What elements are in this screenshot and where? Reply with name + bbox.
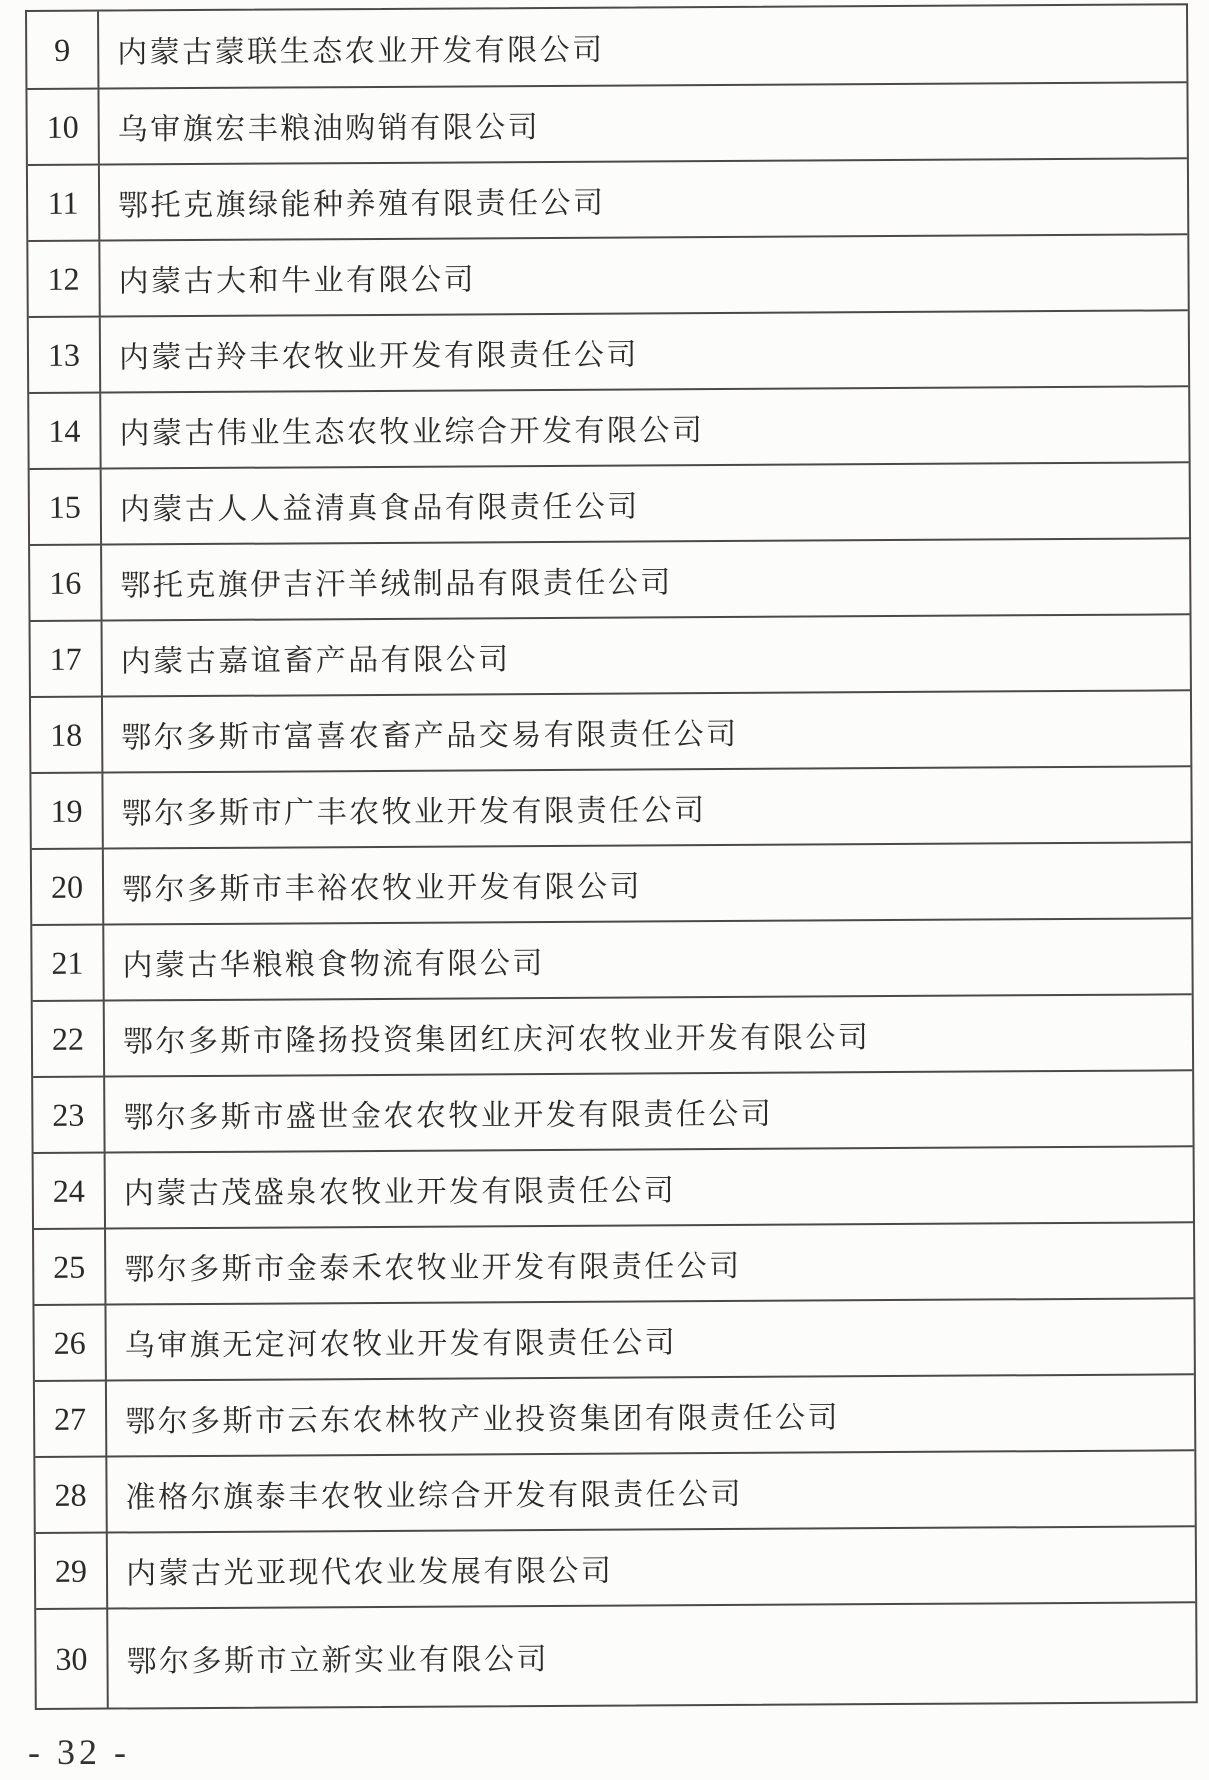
company-name-cell: 鄂尔多斯市富喜农畜产品交易有限责任公司 xyxy=(121,717,739,755)
row-number-cell: 27 xyxy=(35,1382,107,1456)
row-number-cell: 20 xyxy=(32,850,104,924)
company-name-cell: 内蒙古大和牛业有限公司 xyxy=(118,263,477,299)
table-row xyxy=(31,689,1190,772)
table-row xyxy=(28,233,1187,316)
company-name-cell: 内蒙古伟业生态农牧业综合开发有限公司 xyxy=(119,414,705,451)
row-number-cell: 24 xyxy=(34,1154,106,1228)
company-name-cell: 鄂尔多斯市丰裕农牧业开发有限公司 xyxy=(121,870,643,907)
table-row xyxy=(35,1373,1194,1456)
table-row xyxy=(31,765,1190,848)
table-row xyxy=(29,385,1188,468)
row-number-cell: 29 xyxy=(36,1534,108,1608)
table-row xyxy=(32,841,1191,924)
row-number-cell: 11 xyxy=(28,166,100,240)
row-number-cell: 13 xyxy=(29,318,101,392)
table-row xyxy=(30,461,1189,544)
row-number-cell: 10 xyxy=(27,90,99,164)
company-table xyxy=(25,3,1198,1710)
company-name-cell: 乌审旗无定河农牧业开发有限责任公司 xyxy=(124,1326,678,1363)
table-row xyxy=(35,1449,1194,1532)
company-name-cell: 鄂托克旗绿能种养殖有限责任公司 xyxy=(118,186,606,223)
table-row xyxy=(36,1601,1196,1708)
table-row xyxy=(29,309,1188,392)
table-row xyxy=(27,5,1186,88)
company-name-cell: 内蒙古嘉谊畜产品有限公司 xyxy=(120,643,511,679)
row-number-cell: 22 xyxy=(33,1002,105,1076)
table-row xyxy=(34,1221,1193,1304)
row-number-cell: 30 xyxy=(36,1610,109,1708)
company-name-cell: 鄂尔多斯市盛世金农农牧业开发有限责任公司 xyxy=(123,1097,774,1135)
row-number-cell: 18 xyxy=(31,698,103,772)
table-row xyxy=(30,537,1189,620)
table-row xyxy=(28,157,1187,240)
company-name-cell: 鄂托克旗伊吉汗羊绒制品有限责任公司 xyxy=(120,566,673,603)
table-row xyxy=(31,613,1190,696)
table-row xyxy=(27,81,1186,164)
table-row xyxy=(34,1145,1193,1228)
row-number-cell: 26 xyxy=(34,1306,106,1380)
company-name-cell: 内蒙古光亚现代农业发展有限公司 xyxy=(125,1554,614,1591)
row-number-cell: 12 xyxy=(28,242,100,316)
company-name-cell: 内蒙古华粮粮食物流有限公司 xyxy=(122,947,546,983)
row-number-cell: 23 xyxy=(33,1078,105,1152)
company-name-cell: 鄂尔多斯市金泰禾农牧业开发有限责任公司 xyxy=(124,1249,742,1287)
row-number-cell: 21 xyxy=(32,926,104,1000)
table-row xyxy=(36,1525,1195,1608)
table-row xyxy=(34,1297,1193,1380)
row-number-cell: 16 xyxy=(30,546,102,620)
company-name-cell: 内蒙古蒙联生态农业开发有限公司 xyxy=(117,33,605,70)
table-row xyxy=(32,917,1191,1000)
row-number-cell: 17 xyxy=(31,622,103,696)
company-name-cell: 准格尔旗泰丰农牧业综合开发有限责任公司 xyxy=(125,1477,744,1515)
row-number-cell: 19 xyxy=(31,774,103,848)
company-name-cell: 乌审旗宏丰粮油购销有限公司 xyxy=(117,111,541,147)
row-number-cell: 25 xyxy=(34,1230,106,1304)
row-number-cell: 15 xyxy=(30,470,102,544)
row-number-cell: 9 xyxy=(27,12,99,88)
row-number-cell: 28 xyxy=(35,1458,107,1532)
company-name-cell: 鄂尔多斯市隆扬投资集团红庆河农牧业开发有限公司 xyxy=(122,1021,871,1059)
page-number-footer: - 32 - xyxy=(28,1732,130,1772)
company-name-cell: 内蒙古茂盛泉农牧业开发有限责任公司 xyxy=(123,1174,677,1211)
company-name-cell: 内蒙古人人益清真食品有限责任公司 xyxy=(119,490,640,527)
table-row xyxy=(33,1069,1192,1152)
company-name-cell: 鄂尔多斯市广丰农牧业开发有限责任公司 xyxy=(121,794,707,831)
company-name-cell: 鄂尔多斯市立新实业有限公司 xyxy=(126,1643,550,1679)
row-number-cell: 14 xyxy=(29,394,101,468)
table-row xyxy=(33,993,1192,1076)
company-name-cell: 内蒙古羚丰农牧业开发有限责任公司 xyxy=(118,338,640,375)
company-name-cell: 鄂尔多斯市云东农林牧产业投资集团有限责任公司 xyxy=(125,1401,841,1439)
